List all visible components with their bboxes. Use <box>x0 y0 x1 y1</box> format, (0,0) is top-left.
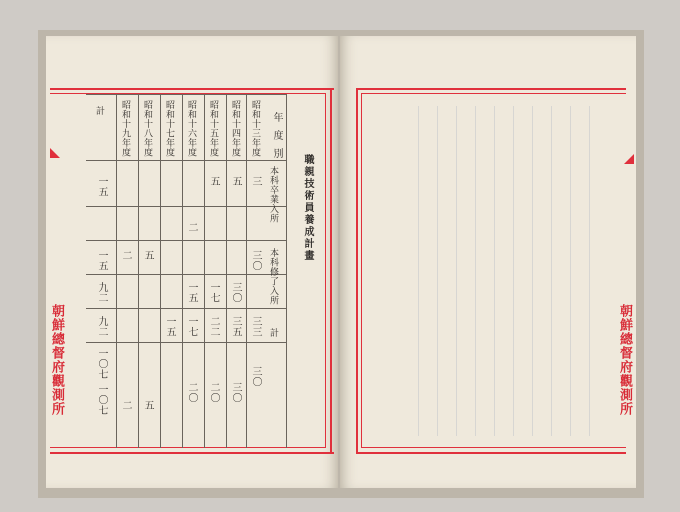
col-divider <box>182 94 183 448</box>
cell: 三三 <box>250 316 261 337</box>
row-year: 昭和十五年度 <box>208 100 218 157</box>
cell: 二〇 <box>186 382 197 403</box>
row-divider <box>86 274 286 275</box>
col-divider <box>246 94 247 448</box>
cell: 二 <box>120 250 131 261</box>
left-page <box>46 36 338 488</box>
table-right-line <box>286 94 287 448</box>
cell: 五 <box>208 176 219 187</box>
cell: 三五 <box>230 316 241 337</box>
col-divider <box>116 94 117 448</box>
row-divider <box>86 206 286 207</box>
left-frame-bottom <box>50 452 334 454</box>
cell: 一七 <box>186 316 197 337</box>
col-divider <box>160 94 161 448</box>
right-frame-inner-bottom <box>361 447 626 448</box>
right-frame-inner-top <box>361 93 626 94</box>
left-side-label: 朝鮮總督府觀測所 <box>49 304 64 416</box>
row-divider <box>86 342 286 343</box>
cell: 二〇 <box>208 382 219 403</box>
cell-total: 九二 <box>96 316 107 337</box>
left-frame-inner-right <box>325 93 326 448</box>
row-year: 昭和十九年度 <box>120 100 130 157</box>
row-divider <box>86 308 286 309</box>
show-through <box>400 106 600 436</box>
cell: 三 <box>250 176 261 187</box>
right-red-tab <box>624 154 634 164</box>
right-frame-left <box>356 88 358 454</box>
cell: 五 <box>142 250 153 261</box>
cell-total: 一五 <box>96 176 107 197</box>
row-year: 昭和十七年度 <box>164 100 174 157</box>
right-page <box>340 36 636 488</box>
cell: 五 <box>230 176 241 187</box>
left-frame-right <box>330 88 332 454</box>
row-year: 昭和十四年度 <box>230 100 240 157</box>
row-year: 昭和十八年度 <box>142 100 152 157</box>
row-year-total: 計 <box>94 106 104 116</box>
cell-total: 一〇七 <box>96 348 107 380</box>
cell-total: 一〇七 <box>96 384 107 416</box>
left-frame-top <box>50 88 334 90</box>
document-title: 職親技術員養成計畫 <box>302 154 313 262</box>
right-frame-top <box>356 88 626 90</box>
cell: 三〇 <box>250 366 261 387</box>
cell-total: 一五 <box>96 250 107 271</box>
cell: 二 <box>120 400 131 411</box>
cell: 一五 <box>164 316 175 337</box>
col-divider <box>138 94 139 448</box>
cell: 三〇 <box>230 382 241 403</box>
cell: 三〇 <box>230 282 241 303</box>
row-divider <box>86 240 286 241</box>
open-book <box>38 30 644 498</box>
right-side-label: 朝鮮總督府觀測所 <box>617 304 632 416</box>
left-frame-inner-bottom <box>50 447 326 448</box>
col-header-3: 計 <box>268 328 278 338</box>
right-frame-inner-left <box>361 93 362 448</box>
cell-total: 九二 <box>96 282 107 303</box>
cell: 二二 <box>208 316 219 337</box>
cell: 五 <box>142 400 153 411</box>
col-header-2: 本科修了入所 <box>268 248 278 305</box>
cell: 二 <box>186 222 197 233</box>
right-frame-bottom <box>356 452 626 454</box>
left-red-tab <box>50 148 60 158</box>
row-year: 昭和十六年度 <box>186 100 196 157</box>
row-year: 昭和十三年度 <box>250 100 260 157</box>
cell: 三〇 <box>250 250 261 271</box>
col-divider <box>226 94 227 448</box>
cell: 一五 <box>186 282 197 303</box>
cell: 一七 <box>208 282 219 303</box>
col-header-1: 本科卒業入所 <box>268 166 278 223</box>
header-year-label: 年度別 <box>271 112 282 166</box>
col-divider <box>204 94 205 448</box>
